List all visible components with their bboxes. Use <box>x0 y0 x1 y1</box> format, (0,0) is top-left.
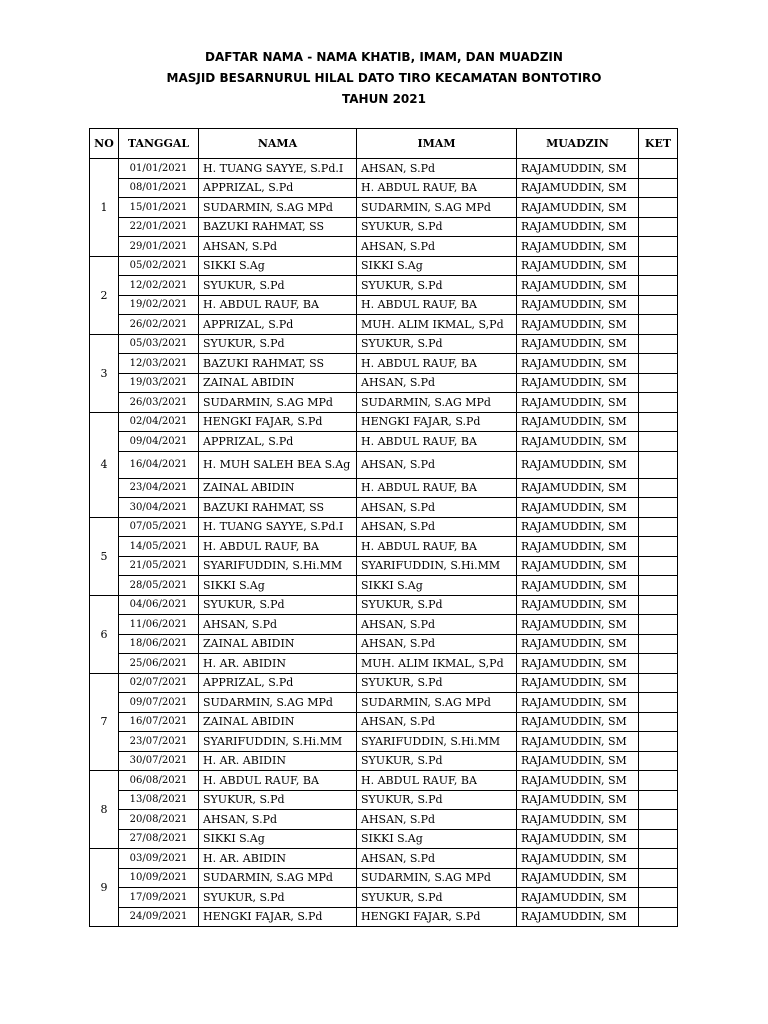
date-cell: 29/01/2021 <box>119 237 199 257</box>
table-row <box>90 412 678 432</box>
muadzin-cell: RAJAMUDDIN, SM <box>517 654 639 674</box>
ket-cell <box>639 634 678 654</box>
table-row <box>90 451 678 478</box>
muadzin-cell: RAJAMUDDIN, SM <box>517 829 639 849</box>
date-cell: 17/09/2021 <box>119 888 199 908</box>
muadzin-cell: RAJAMUDDIN, SM <box>517 673 639 693</box>
ket-cell <box>639 432 678 452</box>
table-row <box>90 432 678 452</box>
ket-cell <box>639 771 678 791</box>
imam-cell: AHSAN, S.Pd <box>357 615 517 635</box>
date-cell: 28/05/2021 <box>119 576 199 596</box>
nama-cell: H. TUANG SAYYE, S.Pd.I <box>199 517 357 537</box>
ket-cell <box>639 237 678 257</box>
nama-cell: ZAINAL ABIDIN <box>199 478 357 498</box>
ket-cell <box>639 354 678 374</box>
table-row <box>90 498 678 518</box>
imam-cell: SYARIFUDDIN, S.Hi.MM <box>357 556 517 576</box>
muadzin-cell: RAJAMUDDIN, SM <box>517 790 639 810</box>
imam-cell: SYUKUR, S.Pd <box>357 276 517 296</box>
nama-cell: APPRIZAL, S.Pd <box>199 178 357 198</box>
nama-cell: H. TUANG SAYYE, S.Pd.I <box>199 159 357 179</box>
imam-cell: H. ABDUL RAUF, BA <box>357 478 517 498</box>
nama-cell: H. ABDUL RAUF, BA <box>199 771 357 791</box>
date-cell: 16/07/2021 <box>119 712 199 732</box>
imam-cell: SUDARMIN, S.AG MPd <box>357 393 517 413</box>
table-row <box>90 868 678 888</box>
ket-cell <box>639 276 678 296</box>
imam-cell: AHSAN, S.Pd <box>357 451 517 478</box>
date-cell: 14/05/2021 <box>119 537 199 557</box>
imam-cell: H. ABDUL RAUF, BA <box>357 354 517 374</box>
group-number: 2 <box>90 256 119 334</box>
muadzin-cell: RAJAMUDDIN, SM <box>517 907 639 927</box>
header-tanggal: TANGGAL <box>119 129 199 159</box>
date-cell: 15/01/2021 <box>119 198 199 218</box>
ket-cell <box>639 178 678 198</box>
nama-cell: BAZUKI RAHMAT, SS <box>199 498 357 518</box>
imam-cell: SYUKUR, S.Pd <box>357 595 517 615</box>
muadzin-cell: RAJAMUDDIN, SM <box>517 517 639 537</box>
group-number: 3 <box>90 334 119 412</box>
imam-cell: SYUKUR, S.Pd <box>357 888 517 908</box>
document-title: DAFTAR NAMA - NAMA KHATIB, IMAM, DAN MUADZIN <box>205 50 563 64</box>
group-number: 7 <box>90 673 119 771</box>
date-cell: 05/02/2021 <box>119 256 199 276</box>
muadzin-cell: RAJAMUDDIN, SM <box>517 412 639 432</box>
ket-cell <box>639 595 678 615</box>
imam-cell: SUDARMIN, S.AG MPd <box>357 198 517 218</box>
date-cell: 30/07/2021 <box>119 751 199 771</box>
muadzin-cell: RAJAMUDDIN, SM <box>517 888 639 908</box>
muadzin-cell: RAJAMUDDIN, SM <box>517 556 639 576</box>
date-cell: 24/09/2021 <box>119 907 199 927</box>
muadzin-cell: RAJAMUDDIN, SM <box>517 256 639 276</box>
table-row <box>90 295 678 315</box>
date-cell: 02/07/2021 <box>119 673 199 693</box>
nama-cell: H. AR. ABIDIN <box>199 654 357 674</box>
nama-cell: SYUKUR, S.Pd <box>199 595 357 615</box>
nama-cell: BAZUKI RAHMAT, SS <box>199 217 357 237</box>
ket-cell <box>639 556 678 576</box>
table-row <box>90 810 678 830</box>
table-row <box>90 537 678 557</box>
ket-cell <box>639 888 678 908</box>
imam-cell: AHSAN, S.Pd <box>357 634 517 654</box>
muadzin-cell: RAJAMUDDIN, SM <box>517 634 639 654</box>
table-row <box>90 354 678 374</box>
imam-cell: AHSAN, S.Pd <box>357 712 517 732</box>
muadzin-cell: RAJAMUDDIN, SM <box>517 217 639 237</box>
imam-cell: AHSAN, S.Pd <box>357 810 517 830</box>
nama-cell: APPRIZAL, S.Pd <box>199 673 357 693</box>
date-cell: 27/08/2021 <box>119 829 199 849</box>
table-row <box>90 907 678 927</box>
nama-cell: SYUKUR, S.Pd <box>199 334 357 354</box>
imam-cell: H. ABDUL RAUF, BA <box>357 178 517 198</box>
date-cell: 04/06/2021 <box>119 595 199 615</box>
table-row <box>90 732 678 752</box>
ket-cell <box>639 334 678 354</box>
nama-cell: SYARIFUDDIN, S.Hi.MM <box>199 556 357 576</box>
table-header-row <box>90 129 678 159</box>
ket-cell <box>639 732 678 752</box>
table-row <box>90 693 678 713</box>
table-row <box>90 517 678 537</box>
nama-cell: SUDARMIN, S.AG MPd <box>199 393 357 413</box>
ket-cell <box>639 198 678 218</box>
nama-cell: AHSAN, S.Pd <box>199 237 357 257</box>
schedule-table <box>89 128 678 927</box>
muadzin-cell: RAJAMUDDIN, SM <box>517 432 639 452</box>
ket-cell <box>639 693 678 713</box>
header-imam: IMAM <box>357 129 517 159</box>
date-cell: 22/01/2021 <box>119 217 199 237</box>
table-row <box>90 790 678 810</box>
nama-cell: H. AR. ABIDIN <box>199 751 357 771</box>
ket-cell <box>639 256 678 276</box>
imam-cell: SIKKI S.Ag <box>357 256 517 276</box>
table-row <box>90 771 678 791</box>
header-no: NO <box>90 129 119 159</box>
imam-cell: SYUKUR, S.Pd <box>357 334 517 354</box>
nama-cell: SIKKI S.Ag <box>199 576 357 596</box>
table-row <box>90 373 678 393</box>
muadzin-cell: RAJAMUDDIN, SM <box>517 315 639 335</box>
ket-cell <box>639 451 678 478</box>
muadzin-cell: RAJAMUDDIN, SM <box>517 159 639 179</box>
date-cell: 08/01/2021 <box>119 178 199 198</box>
date-cell: 19/03/2021 <box>119 373 199 393</box>
date-cell: 26/02/2021 <box>119 315 199 335</box>
imam-cell: H. ABDUL RAUF, BA <box>357 771 517 791</box>
table-row <box>90 334 678 354</box>
table-row <box>90 217 678 237</box>
table-row <box>90 615 678 635</box>
table-row <box>90 654 678 674</box>
imam-cell: SIKKI S.Ag <box>357 829 517 849</box>
nama-cell: SYUKUR, S.Pd <box>199 790 357 810</box>
ket-cell <box>639 615 678 635</box>
imam-cell: SYARIFUDDIN, S.Hi.MM <box>357 732 517 752</box>
muadzin-cell: RAJAMUDDIN, SM <box>517 295 639 315</box>
group-number: 5 <box>90 517 119 595</box>
nama-cell: SYUKUR, S.Pd <box>199 888 357 908</box>
nama-cell: HENGKI FAJAR, S.Pd <box>199 412 357 432</box>
imam-cell: AHSAN, S.Pd <box>357 849 517 869</box>
date-cell: 21/05/2021 <box>119 556 199 576</box>
ket-cell <box>639 576 678 596</box>
ket-cell <box>639 498 678 518</box>
ket-cell <box>639 412 678 432</box>
table-body <box>90 159 678 927</box>
muadzin-cell: RAJAMUDDIN, SM <box>517 276 639 296</box>
muadzin-cell: RAJAMUDDIN, SM <box>517 732 639 752</box>
nama-cell: AHSAN, S.Pd <box>199 615 357 635</box>
table-row <box>90 712 678 732</box>
imam-cell: SYUKUR, S.Pd <box>357 217 517 237</box>
muadzin-cell: RAJAMUDDIN, SM <box>517 693 639 713</box>
ket-cell <box>639 829 678 849</box>
nama-cell: H. ABDUL RAUF, BA <box>199 537 357 557</box>
table-row <box>90 849 678 869</box>
muadzin-cell: RAJAMUDDIN, SM <box>517 237 639 257</box>
date-cell: 23/04/2021 <box>119 478 199 498</box>
nama-cell: SYARIFUDDIN, S.Hi.MM <box>199 732 357 752</box>
ket-cell <box>639 654 678 674</box>
imam-cell: H. ABDUL RAUF, BA <box>357 537 517 557</box>
table-row <box>90 178 678 198</box>
imam-cell: SYUKUR, S.Pd <box>357 673 517 693</box>
date-cell: 13/08/2021 <box>119 790 199 810</box>
document-year: TAHUN 2021 <box>342 92 426 106</box>
muadzin-cell: RAJAMUDDIN, SM <box>517 334 639 354</box>
ket-cell <box>639 373 678 393</box>
muadzin-cell: RAJAMUDDIN, SM <box>517 393 639 413</box>
imam-cell: AHSAN, S.Pd <box>357 517 517 537</box>
group-number: 9 <box>90 849 119 927</box>
date-cell: 03/09/2021 <box>119 849 199 869</box>
ket-cell <box>639 517 678 537</box>
table-row <box>90 673 678 693</box>
nama-cell: SUDARMIN, S.AG MPd <box>199 198 357 218</box>
ket-cell <box>639 295 678 315</box>
table-row <box>90 256 678 276</box>
date-cell: 10/09/2021 <box>119 868 199 888</box>
muadzin-cell: RAJAMUDDIN, SM <box>517 198 639 218</box>
muadzin-cell: RAJAMUDDIN, SM <box>517 478 639 498</box>
group-number: 1 <box>90 159 119 257</box>
table-row <box>90 315 678 335</box>
nama-cell: BAZUKI RAHMAT, SS <box>199 354 357 374</box>
table-row <box>90 478 678 498</box>
imam-cell: H. ABDUL RAUF, BA <box>357 295 517 315</box>
nama-cell: SIKKI S.Ag <box>199 256 357 276</box>
table-row <box>90 237 678 257</box>
header-nama: NAMA <box>199 129 357 159</box>
imam-cell: MUH. ALIM IKMAL, S,Pd <box>357 654 517 674</box>
table-row <box>90 634 678 654</box>
muadzin-cell: RAJAMUDDIN, SM <box>517 373 639 393</box>
muadzin-cell: RAJAMUDDIN, SM <box>517 868 639 888</box>
muadzin-cell: RAJAMUDDIN, SM <box>517 595 639 615</box>
date-cell: 12/03/2021 <box>119 354 199 374</box>
group-number: 8 <box>90 771 119 849</box>
nama-cell: ZAINAL ABIDIN <box>199 373 357 393</box>
imam-cell: HENGKI FAJAR, S.Pd <box>357 412 517 432</box>
imam-cell: AHSAN, S.Pd <box>357 159 517 179</box>
header-ket: KET <box>639 129 678 159</box>
muadzin-cell: RAJAMUDDIN, SM <box>517 537 639 557</box>
muadzin-cell: RAJAMUDDIN, SM <box>517 451 639 478</box>
nama-cell: SUDARMIN, S.AG MPd <box>199 693 357 713</box>
nama-cell: HENGKI FAJAR, S.Pd <box>199 907 357 927</box>
muadzin-cell: RAJAMUDDIN, SM <box>517 751 639 771</box>
table-row <box>90 576 678 596</box>
ket-cell <box>639 159 678 179</box>
muadzin-cell: RAJAMUDDIN, SM <box>517 615 639 635</box>
date-cell: 25/06/2021 <box>119 654 199 674</box>
date-cell: 26/03/2021 <box>119 393 199 413</box>
date-cell: 05/03/2021 <box>119 334 199 354</box>
ket-cell <box>639 393 678 413</box>
imam-cell: SIKKI S.Ag <box>357 576 517 596</box>
date-cell: 09/07/2021 <box>119 693 199 713</box>
ket-cell <box>639 907 678 927</box>
muadzin-cell: RAJAMUDDIN, SM <box>517 712 639 732</box>
ket-cell <box>639 868 678 888</box>
ket-cell <box>639 537 678 557</box>
date-cell: 12/02/2021 <box>119 276 199 296</box>
date-cell: 18/06/2021 <box>119 634 199 654</box>
nama-cell: H. MUH SALEH BEA S.Ag <box>199 451 357 478</box>
nama-cell: SUDARMIN, S.AG MPd <box>199 868 357 888</box>
imam-cell: SUDARMIN, S.AG MPd <box>357 693 517 713</box>
document-subtitle: MASJID BESARNURUL HILAL DATO TIRO KECAMATAN BONTOTIRO <box>166 71 602 85</box>
muadzin-cell: RAJAMUDDIN, SM <box>517 354 639 374</box>
imam-cell: AHSAN, S.Pd <box>357 237 517 257</box>
nama-cell: ZAINAL ABIDIN <box>199 712 357 732</box>
group-number: 6 <box>90 595 119 673</box>
date-cell: 02/04/2021 <box>119 412 199 432</box>
table-row <box>90 829 678 849</box>
nama-cell: H. AR. ABIDIN <box>199 849 357 869</box>
table-row <box>90 556 678 576</box>
table-row <box>90 751 678 771</box>
ket-cell <box>639 478 678 498</box>
imam-cell: HENGKI FAJAR, S.Pd <box>357 907 517 927</box>
imam-cell: SUDARMIN, S.AG MPd <box>357 868 517 888</box>
group-number: 4 <box>90 412 119 517</box>
ket-cell <box>639 673 678 693</box>
ket-cell <box>639 751 678 771</box>
nama-cell: SYUKUR, S.Pd <box>199 276 357 296</box>
table-row <box>90 393 678 413</box>
date-cell: 01/01/2021 <box>119 159 199 179</box>
muadzin-cell: RAJAMUDDIN, SM <box>517 178 639 198</box>
nama-cell: SIKKI S.Ag <box>199 829 357 849</box>
muadzin-cell: RAJAMUDDIN, SM <box>517 498 639 518</box>
nama-cell: APPRIZAL, S.Pd <box>199 432 357 452</box>
muadzin-cell: RAJAMUDDIN, SM <box>517 576 639 596</box>
muadzin-cell: RAJAMUDDIN, SM <box>517 771 639 791</box>
ket-cell <box>639 712 678 732</box>
table-row <box>90 198 678 218</box>
nama-cell: ZAINAL ABIDIN <box>199 634 357 654</box>
imam-cell: SYUKUR, S.Pd <box>357 790 517 810</box>
ket-cell <box>639 315 678 335</box>
table-row <box>90 159 678 179</box>
document-title-block <box>0 47 768 110</box>
nama-cell: APPRIZAL, S.Pd <box>199 315 357 335</box>
ket-cell <box>639 810 678 830</box>
imam-cell: H. ABDUL RAUF, BA <box>357 432 517 452</box>
muadzin-cell: RAJAMUDDIN, SM <box>517 849 639 869</box>
date-cell: 19/02/2021 <box>119 295 199 315</box>
ket-cell <box>639 790 678 810</box>
table-row <box>90 888 678 908</box>
ket-cell <box>639 849 678 869</box>
table-row <box>90 276 678 296</box>
date-cell: 20/08/2021 <box>119 810 199 830</box>
imam-cell: SYUKUR, S.Pd <box>357 751 517 771</box>
ket-cell <box>639 217 678 237</box>
date-cell: 11/06/2021 <box>119 615 199 635</box>
muadzin-cell: RAJAMUDDIN, SM <box>517 810 639 830</box>
date-cell: 30/04/2021 <box>119 498 199 518</box>
header-muadzin: MUADZIN <box>517 129 639 159</box>
date-cell: 16/04/2021 <box>119 451 199 478</box>
imam-cell: AHSAN, S.Pd <box>357 373 517 393</box>
imam-cell: AHSAN, S.Pd <box>357 498 517 518</box>
nama-cell: AHSAN, S.Pd <box>199 810 357 830</box>
date-cell: 06/08/2021 <box>119 771 199 791</box>
table-row <box>90 595 678 615</box>
date-cell: 09/04/2021 <box>119 432 199 452</box>
date-cell: 07/05/2021 <box>119 517 199 537</box>
date-cell: 23/07/2021 <box>119 732 199 752</box>
nama-cell: H. ABDUL RAUF, BA <box>199 295 357 315</box>
imam-cell: MUH. ALIM IKMAL, S,Pd <box>357 315 517 335</box>
